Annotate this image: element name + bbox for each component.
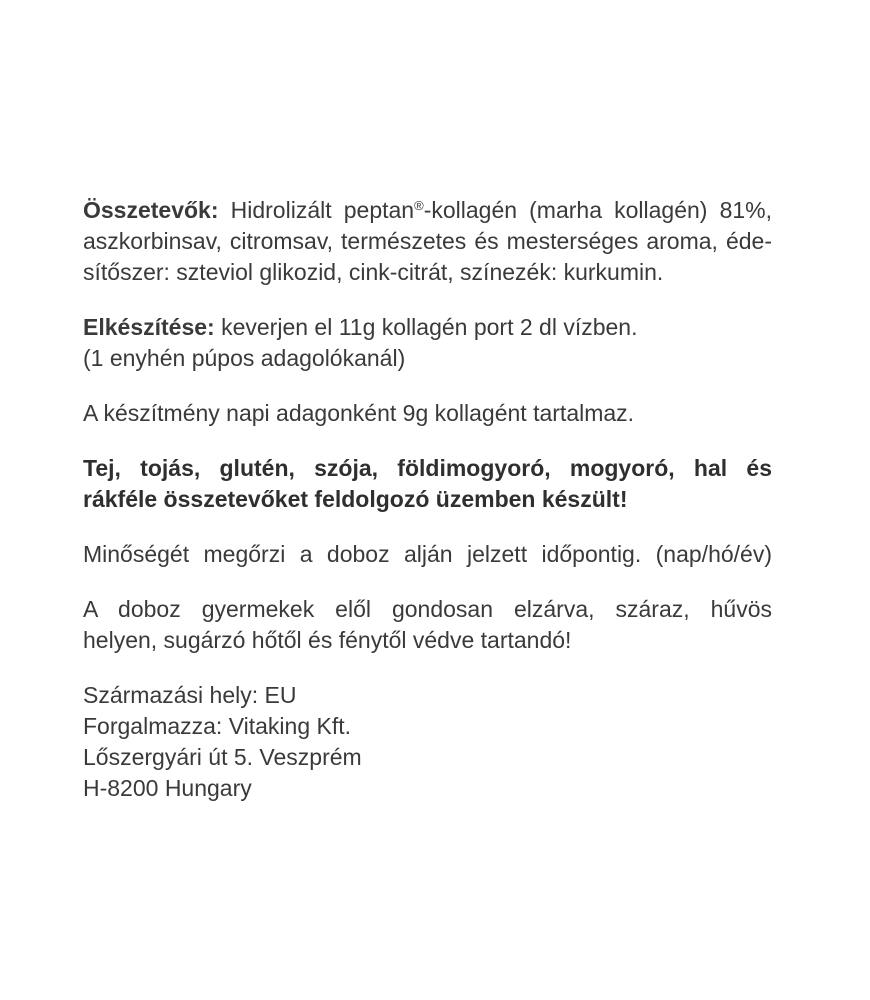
storage-paragraph (83, 594, 772, 656)
address-line: Lőszergyári út 5. Veszprém (83, 744, 362, 770)
ingredients-text-1a: Hidrolizált peptan (230, 197, 415, 223)
preparation-line-2: (1 enyhén púpos adagolókanál) (83, 345, 406, 371)
ingredients-text-1b: -kollagén (marha kollagén) 81%, (423, 197, 773, 223)
storage-line-1: A doboz gyermekek elől gondosan elzárva, száraz, hűvös (83, 596, 772, 622)
distributor-line: Forgalmazza: Vitaking Kft. (83, 713, 352, 739)
origin-line: Származási hely: EU (83, 682, 297, 708)
daily-dose-paragraph (83, 398, 772, 429)
preparation-paragraph (83, 312, 772, 374)
ingredients-paragraph (83, 190, 772, 288)
preparation-heading: Elkészítése: (83, 314, 215, 340)
daily-dose-text: A készítmény napi adagonként 9g kollagént tartalmaz. (83, 400, 635, 426)
ingredients-line-1 (83, 190, 772, 226)
best-before-paragraph (83, 539, 772, 570)
ingredients-line-3: sítőszer: szteviol glikozid, cink-citrát, színezék: kurkumin. (83, 259, 664, 285)
allergen-line-2: rákféle összetevőket feldolgozó üzemben készült! (83, 486, 628, 512)
storage-line-2: helyen, sugárzó hőtől és fénytől védve tartandó! (83, 627, 572, 653)
preparation-line-1 (83, 312, 772, 343)
allergen-warning-paragraph (83, 453, 772, 515)
registered-trademark-symbol: ® (414, 198, 424, 213)
postal-line: H-8200 Hungary (83, 775, 252, 801)
company-info-paragraph (83, 680, 772, 804)
best-before-text: Minőségét megőrzi a doboz alján jelzett időpontig. (nap/hó/év) (83, 541, 772, 567)
allergen-line-1: Tej, tojás, glutén, szója, földimogyoró, mogyoró, hal és (83, 455, 772, 481)
product-label-text (83, 190, 772, 828)
ingredients-line-2: aszkorbinsav, citromsav, természetes és mesterséges aroma, éde- (83, 228, 772, 254)
preparation-text: keverjen el 11g kollagén port 2 dl vízben. (221, 314, 638, 340)
ingredients-heading: Összetevők: (83, 197, 219, 223)
